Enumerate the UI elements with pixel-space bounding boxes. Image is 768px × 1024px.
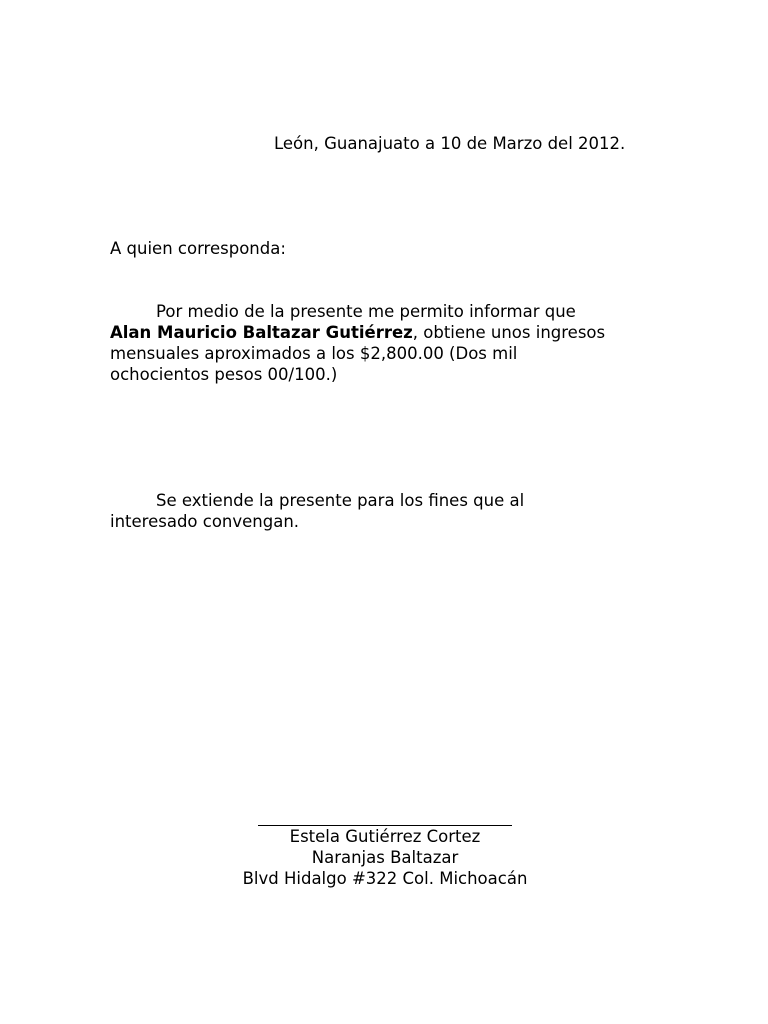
paragraph-income-line-2 <box>110 322 670 343</box>
paragraph-income-line-1: Por medio de la presente me permito informar que <box>156 302 576 321</box>
signer-company: Naranjas Baltazar <box>311 848 459 867</box>
signer-address: Blvd Hidalgo #322 Col. Michoacán <box>242 869 528 888</box>
signer-name: Estela Gutiérrez Cortez <box>289 827 481 846</box>
paragraph-income <box>110 301 670 385</box>
signature-line <box>258 805 512 826</box>
beneficiary-name: Alan Mauricio Baltazar Gutiérrez <box>110 323 413 342</box>
signature-block <box>208 805 562 889</box>
salutation: A quien corresponda: <box>110 239 286 258</box>
paragraph-income-line-2-rest: , obtiene unos ingresos <box>412 323 606 342</box>
paragraph-closing-line-2: interesado convengan. <box>110 512 300 531</box>
paragraph-closing-line-1: Se extiende la presente para los fines que al <box>156 491 525 510</box>
paragraph-closing <box>110 490 670 532</box>
date-line: León, Guanajuato a 10 de Marzo del 2012. <box>274 134 626 153</box>
paragraph-income-line-4: ochocientos pesos 00/100.) <box>110 365 338 384</box>
paragraph-income-line-3: mensuales aproximados a los $2,800.00 (Dos mil <box>110 344 518 363</box>
